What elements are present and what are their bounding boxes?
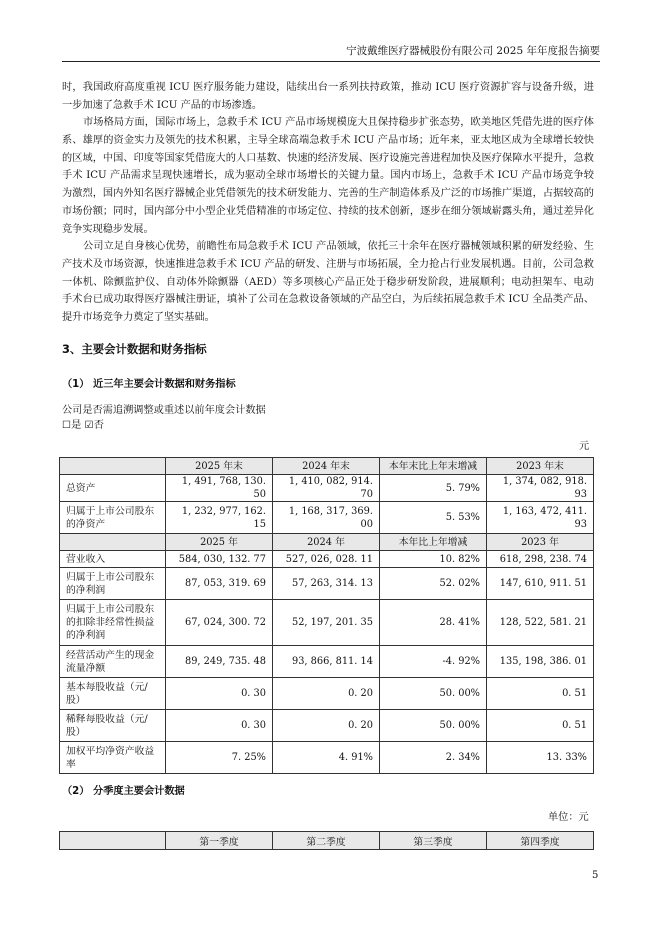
table-cell: 618, 298, 238. 74: [487, 551, 594, 568]
table-row: [60, 742, 594, 774]
table-row: [60, 551, 594, 568]
table-cell: 52, 197, 201. 35: [273, 600, 380, 646]
row-label: 基本每股收益（元/股）: [60, 678, 166, 710]
header-cell: [60, 832, 166, 850]
table-cell: 1, 168, 317, 369. 00: [273, 502, 380, 534]
header-cell: 第二季度: [273, 832, 380, 850]
paragraph-icu-policy: 时，我国政府高度重视 ICU 医疗服务能力建设，陆续出台一系列扶持政策，推动 ICU 医疗资源扩容与设备升级，进一步加速了急救手术 ICU 产品的市场渗透。: [62, 82, 594, 111]
paragraph-company-strategy: 公司立足自身核心优势，前瞻性布局急救手术 ICU 产品领域，依托三十余年在医疗器械领域积累的研发经验、生产技术及市场资源，快速推进急救手术 ICU 产品的研发、注册与市场拓展，全力抢占行业发展机遇。目前，公司急救一体机、除颤监护仪、自动体外除颤器（AED）等多项核心产品正处于稳步研发阶段，进展顺利；电动担架车、电动手术台已成功取得医疗器械注册证，填补了公司在急救设备领域的产品空白，为后续拓展急救手术 ICU 全品类产品、提升市场竞争力奠定了坚实基础。: [62, 241, 594, 324]
table-cell: 89, 249, 735. 48: [166, 646, 273, 678]
paragraph-market-landscape: 市场格局方面，国际市场上，急救手术 ICU 产品市场规模庞大且保持稳步扩张态势，欧美地区凭借先进的医疗体系、雄厚的资金实力及领先的技术积累，主导全球高端急救手术 ICU 产品市场；近年来，亚太地区成为全球增长较快的区域，中国、印度等国家凭借庞大的人口基数、快速的经济发展、医疗设施完善进程加快及医疗保障水平提升，急救手术 ICU 产品需求呈现快速增长，成为驱动全球市场增长的关键力量。国内市场上，急救手术 ICU 产品市场竞争较为激烈，国内外知名医疗器械企业凭借领先的技术研发能力、完善的生产制造体系及广泛的市场推广渠道，占据较高的市场份额；同时，国内部分中小型企业凭借精准的市场定位、持续的技术创新，逐步在细分领域崭露头角，通过差异化竞争实现稳步发展。: [62, 117, 594, 235]
table-header-row: [60, 458, 594, 475]
header-cell: [60, 458, 166, 475]
row-label: 归属于上市公司股东的扣除非经常性损益的净利润: [60, 600, 166, 646]
table-cell: 1, 163, 472, 411. 93: [487, 502, 594, 534]
table-header-row: [60, 534, 594, 551]
restate-answer: ☐是 ☑否: [62, 420, 104, 431]
table-cell: 135, 198, 386. 01: [487, 646, 594, 678]
table-row: [60, 710, 594, 742]
report-header: 宁波戴维医疗器械股份有限公司 2025 年年度报告摘要: [346, 45, 600, 57]
table-cell: 147, 610, 911. 51: [487, 568, 594, 600]
subsection-title-three-year-data: （1） 近三年主要会计数据和财务指标: [62, 379, 236, 390]
table-cell: 1, 374, 082, 918. 93: [487, 475, 594, 502]
header-cell: 第三季度: [380, 832, 487, 850]
table-cell: 0. 51: [487, 710, 594, 742]
page-number: 5: [592, 870, 599, 881]
header-cell: 2023 年末: [487, 458, 594, 475]
table-row: [60, 502, 594, 534]
table-cell: 0. 20: [273, 678, 380, 710]
restate-question: 公司是否需追溯调整或重述以前年度会计数据: [62, 405, 266, 416]
table-cell: 52. 02%: [380, 568, 487, 600]
quarterly-data-table: [59, 831, 594, 850]
header-cell: 第四季度: [487, 832, 594, 850]
table-cell: 87, 053, 319. 69: [166, 568, 273, 600]
table-cell: 128, 522, 581. 21: [487, 600, 594, 646]
header-cell: 2024 年末: [273, 458, 380, 475]
three-year-financial-table: [59, 457, 594, 774]
table-cell: 93, 866, 811. 14: [273, 646, 380, 678]
table-cell: 57, 263, 314. 13: [273, 568, 380, 600]
row-label: 加权平均净资产收益率: [60, 742, 166, 774]
table-unit-label: 元: [579, 441, 590, 452]
table-cell: -4. 92%: [380, 646, 487, 678]
table-row: [60, 678, 594, 710]
header-cell: 本年比上年增减: [380, 534, 487, 551]
header-cell: 2025 年: [166, 534, 273, 551]
table-row: [60, 475, 594, 502]
header-cell: 2025 年末: [166, 458, 273, 475]
header-cell: 本年末比上年末增减: [380, 458, 487, 475]
table-cell: 1, 491, 768, 130. 50: [166, 475, 273, 502]
table-cell: 0. 30: [166, 678, 273, 710]
row-label: 稀释每股收益（元/股）: [60, 710, 166, 742]
table-cell: 527, 026, 028. 11: [273, 551, 380, 568]
header-cell: 第一季度: [166, 832, 273, 850]
row-label: 营业收入: [60, 551, 166, 568]
table-cell: 1, 410, 082, 914. 70: [273, 475, 380, 502]
table-cell: 10. 82%: [380, 551, 487, 568]
header-cell: 2024 年: [273, 534, 380, 551]
subsection-title-quarterly-data: （2） 分季度主要会计数据: [62, 786, 185, 797]
header-cell: [60, 534, 166, 551]
table-row: [60, 568, 594, 600]
header-cell: 2023 年: [487, 534, 594, 551]
row-label: 归属于上市公司股东的净利润: [60, 568, 166, 600]
row-label: 归属于上市公司股东的净资产: [60, 502, 166, 534]
table-cell: 5. 79%: [380, 475, 487, 502]
table-row: [60, 646, 594, 678]
table-cell: 28. 41%: [380, 600, 487, 646]
table-row: [60, 600, 594, 646]
row-label: 总资产: [60, 475, 166, 502]
table-cell: 7. 25%: [166, 742, 273, 774]
table-cell: 5. 53%: [380, 502, 487, 534]
section-title-accounting-data: 3、主要会计数据和财务指标: [62, 342, 207, 356]
table-cell: 2. 34%: [380, 742, 487, 774]
table-cell: 0. 20: [273, 710, 380, 742]
quarterly-unit-label: 单位：元: [548, 812, 589, 823]
table-header-row: [60, 832, 594, 850]
table-cell: 4. 91%: [273, 742, 380, 774]
table-cell: 0. 30: [166, 710, 273, 742]
table-cell: 1, 232, 977, 162. 15: [166, 502, 273, 534]
table-cell: 13. 33%: [487, 742, 594, 774]
table-cell: 50. 00%: [380, 710, 487, 742]
table-cell: 0. 51: [487, 678, 594, 710]
table-cell: 50. 00%: [380, 678, 487, 710]
row-label: 经营活动产生的现金流量净额: [60, 646, 166, 678]
table-cell: 584, 030, 132. 77: [166, 551, 273, 568]
header-divider: [62, 61, 600, 62]
table-cell: 67, 024, 300. 72: [166, 600, 273, 646]
